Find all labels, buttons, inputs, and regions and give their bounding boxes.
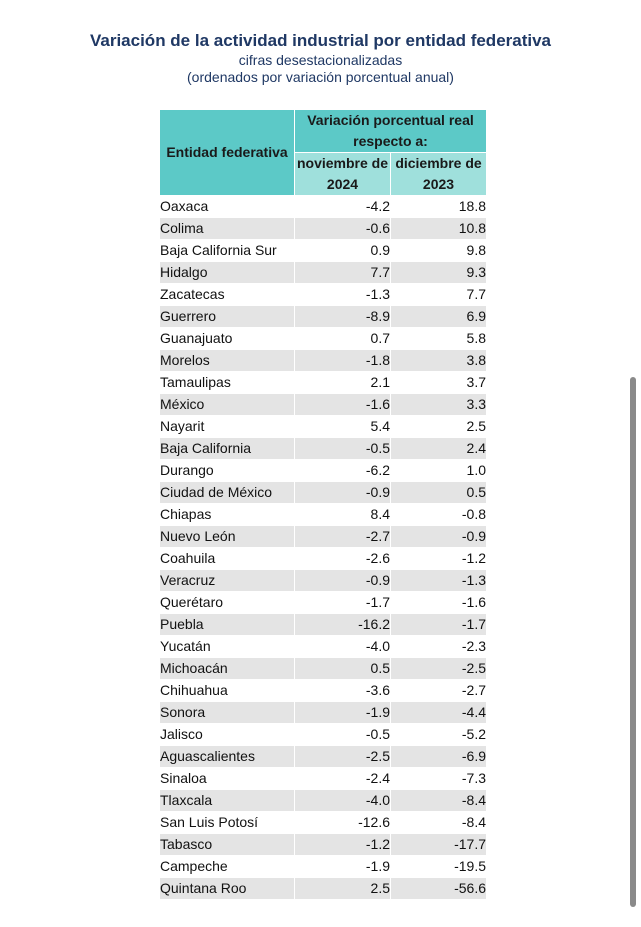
table-row: [160, 856, 487, 878]
table-row: [160, 438, 487, 460]
november-value-cell: -0.9: [295, 570, 391, 592]
table-row: [160, 394, 487, 416]
december-value-cell: -1.2: [391, 548, 487, 570]
entity-cell: Puebla: [160, 614, 295, 636]
entity-cell: Zacatecas: [160, 284, 295, 306]
december-value-cell: -56.6: [391, 878, 487, 900]
table-row: [160, 240, 487, 262]
table-row: [160, 636, 487, 658]
table-row: [160, 812, 487, 834]
entity-cell: Hidalgo: [160, 262, 295, 284]
entity-cell: Durango: [160, 460, 295, 482]
table-row: [160, 790, 487, 812]
entity-cell: Campeche: [160, 856, 295, 878]
december-value-cell: -1.6: [391, 592, 487, 614]
december-value-cell: -1.7: [391, 614, 487, 636]
entity-cell: Quintana Roo: [160, 878, 295, 900]
december-value-cell: 0.5: [391, 482, 487, 504]
november-value-cell: 7.7: [295, 262, 391, 284]
entity-cell: Tlaxcala: [160, 790, 295, 812]
entity-cell: Baja California Sur: [160, 240, 295, 262]
december-value-cell: 2.5: [391, 416, 487, 438]
entity-cell: Morelos: [160, 350, 295, 372]
table-row: [160, 482, 487, 504]
vertical-scrollbar[interactable]: [630, 377, 636, 907]
entity-column-header: Entidad federativa: [160, 110, 295, 196]
december-value-cell: 3.8: [391, 350, 487, 372]
december-value-cell: 2.4: [391, 438, 487, 460]
table-row: [160, 218, 487, 240]
page-title: Variación de la actividad industrial por entidad federativa: [89, 31, 552, 50]
entity-cell: Ciudad de México: [160, 482, 295, 504]
table-row: [160, 658, 487, 680]
december-value-cell: -7.3: [391, 768, 487, 790]
december-value-cell: -8.4: [391, 812, 487, 834]
entity-cell: Michoacán: [160, 658, 295, 680]
december-column-header: diciembre de 2023: [391, 153, 487, 196]
table-row: [160, 834, 487, 856]
entity-cell: México: [160, 394, 295, 416]
november-value-cell: -4.2: [295, 196, 391, 218]
december-value-cell: 3.3: [391, 394, 487, 416]
table-row: [160, 702, 487, 724]
entity-cell: Guerrero: [160, 306, 295, 328]
december-value-cell: -0.9: [391, 526, 487, 548]
entity-cell: Oaxaca: [160, 196, 295, 218]
table-row: [160, 724, 487, 746]
december-value-cell: 7.7: [391, 284, 487, 306]
entity-cell: Yucatán: [160, 636, 295, 658]
november-column-header: noviembre de 2024: [295, 153, 391, 196]
entity-cell: Chihuahua: [160, 680, 295, 702]
table-row: [160, 592, 487, 614]
table-row: [160, 746, 487, 768]
entity-cell: Chiapas: [160, 504, 295, 526]
entity-cell: Colima: [160, 218, 295, 240]
table-row: [160, 768, 487, 790]
entity-cell: Nayarit: [160, 416, 295, 438]
november-value-cell: -16.2: [295, 614, 391, 636]
november-value-cell: -1.6: [295, 394, 391, 416]
table-row: [160, 328, 487, 350]
december-value-cell: 9.8: [391, 240, 487, 262]
november-value-cell: -1.9: [295, 702, 391, 724]
table-row: [160, 548, 487, 570]
december-value-cell: -6.9: [391, 746, 487, 768]
entity-cell: Veracruz: [160, 570, 295, 592]
entity-cell: San Luis Potosí: [160, 812, 295, 834]
table-row: [160, 416, 487, 438]
table-row: [160, 284, 487, 306]
december-value-cell: -2.7: [391, 680, 487, 702]
november-value-cell: -0.9: [295, 482, 391, 504]
november-value-cell: -4.0: [295, 790, 391, 812]
november-value-cell: 8.4: [295, 504, 391, 526]
entity-cell: Tamaulipas: [160, 372, 295, 394]
table-row: [160, 504, 487, 526]
december-value-cell: 6.9: [391, 306, 487, 328]
november-value-cell: 5.4: [295, 416, 391, 438]
november-value-cell: -1.3: [295, 284, 391, 306]
november-value-cell: -0.5: [295, 438, 391, 460]
november-value-cell: -1.9: [295, 856, 391, 878]
november-value-cell: -4.0: [295, 636, 391, 658]
december-value-cell: -8.4: [391, 790, 487, 812]
industrial-activity-table: [159, 109, 487, 900]
december-value-cell: -2.3: [391, 636, 487, 658]
november-value-cell: -0.5: [295, 724, 391, 746]
november-value-cell: 0.7: [295, 328, 391, 350]
table-row: [160, 680, 487, 702]
november-value-cell: -2.7: [295, 526, 391, 548]
december-value-cell: 3.7: [391, 372, 487, 394]
table-row: [160, 570, 487, 592]
december-value-cell: -5.2: [391, 724, 487, 746]
december-value-cell: -19.5: [391, 856, 487, 878]
entity-cell: Baja California: [160, 438, 295, 460]
entity-cell: Guanajuato: [160, 328, 295, 350]
november-value-cell: 2.5: [295, 878, 391, 900]
november-value-cell: -6.2: [295, 460, 391, 482]
december-value-cell: -4.4: [391, 702, 487, 724]
november-value-cell: -2.6: [295, 548, 391, 570]
december-value-cell: -0.8: [391, 504, 487, 526]
entity-cell: Jalisco: [160, 724, 295, 746]
november-value-cell: -1.2: [295, 834, 391, 856]
november-value-cell: -2.4: [295, 768, 391, 790]
november-value-cell: 0.9: [295, 240, 391, 262]
table-row: [160, 262, 487, 284]
table-row: [160, 306, 487, 328]
table-row: [160, 460, 487, 482]
entity-cell: Coahuila: [160, 548, 295, 570]
december-value-cell: -17.7: [391, 834, 487, 856]
december-value-cell: -1.3: [391, 570, 487, 592]
december-value-cell: 9.3: [391, 262, 487, 284]
table-row: [160, 350, 487, 372]
entity-cell: Sonora: [160, 702, 295, 724]
entity-cell: Querétaro: [160, 592, 295, 614]
header: [0, 30, 641, 86]
subtitle-ordering: (ordenados por variación porcentual anual): [187, 69, 454, 85]
subtitle-adjustment: cifras desestacionalizadas: [238, 52, 403, 68]
december-value-cell: -2.5: [391, 658, 487, 680]
table-body: [160, 196, 487, 900]
table-row: [160, 614, 487, 636]
november-value-cell: -3.6: [295, 680, 391, 702]
entity-cell: Nuevo León: [160, 526, 295, 548]
entity-cell: Aguascalientes: [160, 746, 295, 768]
november-value-cell: -1.7: [295, 592, 391, 614]
november-value-cell: -1.8: [295, 350, 391, 372]
table-row: [160, 196, 487, 218]
december-value-cell: 1.0: [391, 460, 487, 482]
table-row: [160, 372, 487, 394]
december-value-cell: 10.8: [391, 218, 487, 240]
table-row: [160, 878, 487, 900]
december-value-cell: 5.8: [391, 328, 487, 350]
november-value-cell: -2.5: [295, 746, 391, 768]
november-value-cell: -12.6: [295, 812, 391, 834]
entity-cell: Sinaloa: [160, 768, 295, 790]
entity-cell: Tabasco: [160, 834, 295, 856]
november-value-cell: -8.9: [295, 306, 391, 328]
december-value-cell: 18.8: [391, 196, 487, 218]
november-value-cell: 2.1: [295, 372, 391, 394]
november-value-cell: 0.5: [295, 658, 391, 680]
november-value-cell: -0.6: [295, 218, 391, 240]
variation-group-header: Variación porcentual real respecto a:: [295, 110, 487, 153]
table-row: [160, 526, 487, 548]
